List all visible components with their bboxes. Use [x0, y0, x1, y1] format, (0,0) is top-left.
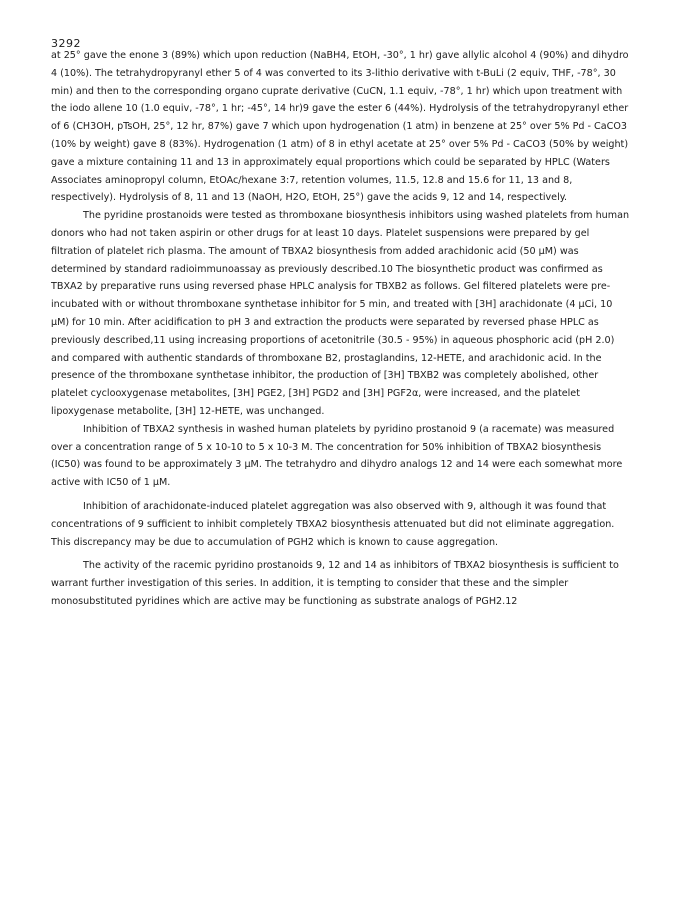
paragraph-synthesis: at 25° gave the enone 3 (89%) which upon reduction (NaBH4, EtOH, -30°, 1 hr) gave allylic alcohol 4 (90%) and dihydro 4 (10%). The tetrahydropyranyl ether 5 of 4 was converted to its 3-lithio derivative with t-BuLi (2 equiv, THF, -78°, 30 min) and then to the corresponding organo cuprate derivative (CuCN, 1.1 equiv, -78°, 1 hr) which upon treatment with the iodo allene 10 (1.0 equiv, -78°, 1 hr; -45°, 14 hr)9 gave the ester 6 (44%). Hydrolysis of the tetrahydropyranyl ether of 6 (CH3OH, pTsOH, 25°, 12 hr, 87%) gave 7 which upon hydrogenation (1 atm) in benzene at 25° over 5% Pd - CaCO3 (10% by weight) gave 8 (83%). Hydrogenation (1 atm) of 8 in ethyl acetate at 25° over 5% Pd - CaCO3 (50% by weight) gave a mixture containing 11 and 13 in approximately equal proportions which could be separated by HPLC (Waters Associates aminopropyl column, EtOAc/hexane 3:7, retention volumes, 11.5, 12.8 and 15.6 for 11, 13 and 8, respectively). Hydrolysis of 8, 11 and 13 (NaOH, H2O, EtOH, 25°) gave the acids 9, 12 and 14, respectively.	[51, 50, 629, 204]
page-number: 3292	[51, 37, 81, 50]
article-body	[51, 47, 631, 611]
paragraph-aggregation: Inhibition of arachidonate-induced platelet aggregation was also observed with 9, although it was found that concentrations of 9 sufficient to inhibit completely TBXA2 biosynthesis attenuated but did not eliminate aggregation. This discrepancy may be due to accumulation of PGH2 which is known to cause aggregation.	[51, 500, 615, 548]
paragraph-conclusion: The activity of the racemic pyridino prostanoids 9, 12 and 14 as inhibitors of TBXA2 biosynthesis is sufficient to warrant further investigation of this series. In addition, it is tempting to consider that these and the simpler monosubstituted pyridines which are active may be functioning as substrate analogs of PGH2.12	[51, 560, 619, 607]
paragraph-assay-methods: The pyridine prostanoids were tested as thromboxane biosynthesis inhibitors using washed platelets from human donors who had not taken aspirin or other drugs for at least 10 days. Platelet suspensions were prepared by gel filtration of platelet rich plasma. The amount of TBXA2 biosynthesis from added arachidonic acid (50 μM) was determined by standard radioimmunoassay as previously described.10 The biosynthetic product was confirmed as TBXA2 by preparative runs using reversed phase HPLC analysis for TBXB2 as follows. Gel filtered platelets were pre-incubated with or without thromboxane synthetase inhibitor for 5 min, and treated with [3H] arachidonate (4 μCi, 10 μM) for 10 min. After acidification to pH 3 and extraction the products were separated by reversed phase HPLC as previously described,11 using increasing proportions of acetonitrile (30.5 - 95%) in aqueous phosphoric acid (pH 2.0) and compared with authentic standards of thromboxane B2, prostaglandins, 12-HETE, and arachidonic acid. In the presence of the thromboxane synthetase inhibitor, the production of [3H] TBXB2 was completely abolished, other platelet cyclooxygenase metabolites, [3H] PGE2, [3H] PGD2 and [3H] PGF2α, were increased, and the platelet lipoxygenase metabolite, [3H] 12-HETE, was unchanged.	[51, 210, 630, 417]
paragraph-inhibition-results: Inhibition of TBXA2 synthesis in washed human platelets by pyridino prostanoid 9 (a racemate) was measured over a concentration range of 5 x 10-10 to 5 x 10-3 M. The concentration for 50% inhibition of TBXA2 biosynthesis (IC50) was found to be approximately 3 μM. The tetrahydro and dihydro analogs 12 and 14 were each somewhat more active with IC50 of 1 μM.	[51, 423, 623, 489]
